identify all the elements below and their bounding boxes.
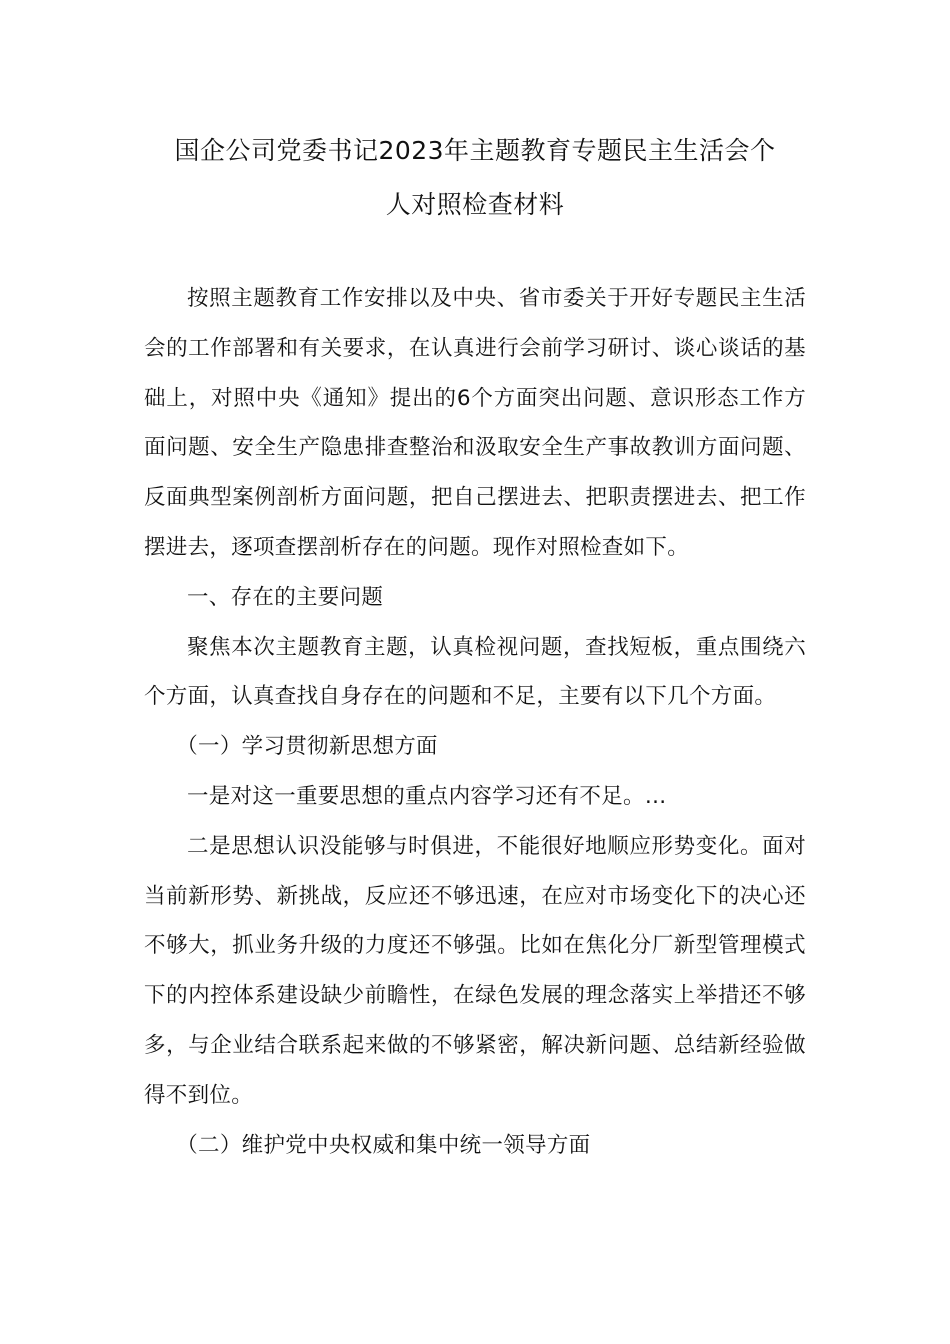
intro-paragraph: 按照主题教育工作安排以及中央、省市委关于开好专题民主生活会的工作部署和有关要求，在认真进行会前学习研讨、谈心谈话的基础上，对照中央《通知》提出的6个方面突出问题、意识形态工作方面问题、安全生产隐患排查整治和汲取安全生产事故教训方面问题、反面典型案例剖析方面问题，把自己摆进去、把职责摆进去、把工作摆进去，逐项查摆剖析存在的问题。现作对照检查如下。: [144, 286, 806, 560]
document-body: [144, 274, 806, 1170]
subsection-heading-study: （一）学习贯彻新思想方面: [176, 734, 438, 760]
document-title-line-1: 国企公司党委书记2023年主题教育专题民主生活会个: [174, 136, 776, 165]
point-one-paragraph: 一是对这一重要思想的重点内容学习还有不足。…: [187, 783, 667, 809]
section-heading-main-problems: 一、存在的主要问题: [187, 584, 384, 610]
document-title-line-2: 人对照检查材料: [385, 190, 565, 219]
subsection-heading-authority: （二）维护党中央权威和集中统一领导方面: [176, 1132, 591, 1158]
section-intro-paragraph: 聚焦本次主题教育主题，认真检视问题，查找短板，重点围绕六个方面，认真查找自身存在的问题和不足，主要有以下几个方面。: [144, 634, 806, 710]
document-title: [144, 124, 806, 232]
point-two-paragraph: 二是思想认识没能够与时俱进，不能很好地顺应形势变化。面对当前新形势、新挑战，反应还不够迅速，在应对市场变化下的决心还不够大，抓业务升级的力度还不够强。比如在焦化分厂新型管理模式下的内控体系建设缺少前瞻性，在绿色发展的理念落实上举措还不够多，与企业结合联系起来做的不够紧密，解决新问题、总结新经验做得不到位。: [144, 833, 806, 1108]
